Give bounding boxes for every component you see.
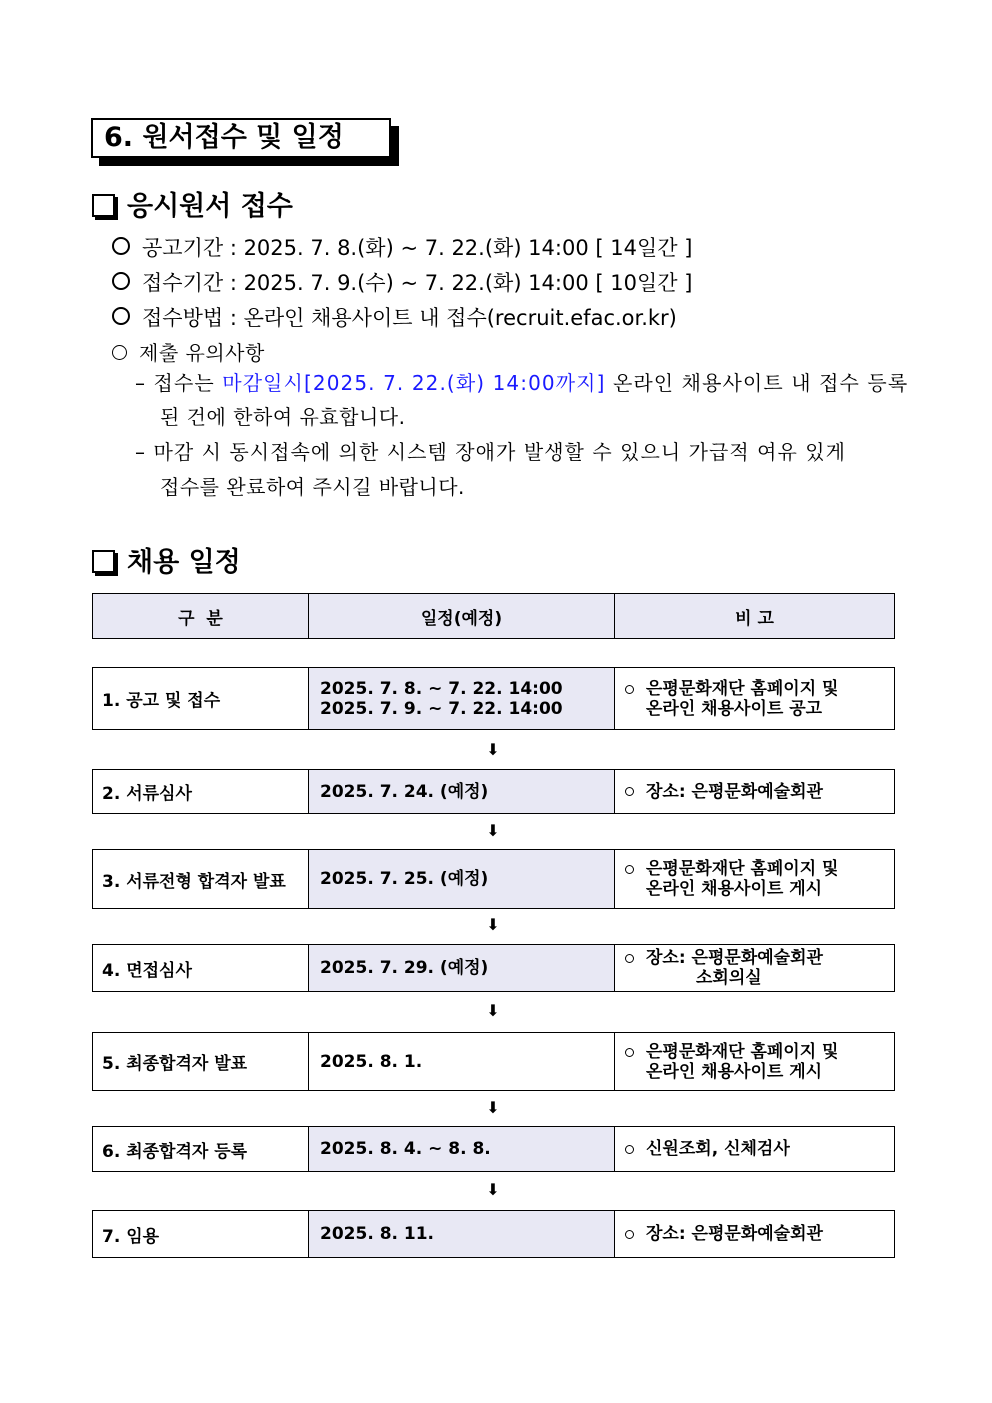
circle-bullet-icon — [112, 272, 130, 290]
schedule-table-header — [92, 593, 895, 639]
small-circle-bullet-icon — [625, 1230, 634, 1239]
header-note: 비 고 — [735, 608, 774, 629]
circle-bullet-icon — [112, 307, 130, 325]
stage-cell: 6. 최종합격자 등록 — [93, 1127, 309, 1171]
header-stage: 구 분 — [93, 594, 309, 638]
small-circle-bullet-icon — [625, 1048, 634, 1057]
down-arrow-icon: ⬇ — [486, 1001, 500, 1020]
stage-cell: 3. 서류전형 합격자 발표 — [93, 850, 309, 908]
small-circle-bullet-icon — [625, 865, 634, 874]
checkbox-square-icon — [92, 550, 115, 573]
section-title: 6. 원서접수 및 일정 — [104, 122, 344, 153]
note-cell: 은평문화재단 홈페이지 및 온라인 채용사이트 게시 — [615, 1033, 894, 1090]
down-arrow-icon: ⬇ — [486, 821, 500, 840]
application-heading: 응시원서 접수 — [92, 184, 293, 223]
small-circle-bullet-icon — [625, 1145, 634, 1154]
note-1: – 접수는 마감일시[2025. 7. 22.(화) 14:00까지] 온라인 채용사이트 내 접수 등록 — [135, 371, 909, 395]
date-cell: 2025. 7. 25. (예정) — [309, 850, 615, 908]
checkbox-square-icon — [92, 194, 115, 217]
down-arrow-icon: ⬇ — [486, 1180, 500, 1199]
stage-cell: 5. 최종합격자 발표 — [93, 1033, 309, 1090]
stage-cell: 7. 임용 — [93, 1211, 309, 1257]
small-circle-bullet-icon — [625, 954, 634, 963]
stage-cell: 1. 공고 및 접수 — [93, 668, 309, 729]
schedule-row — [92, 667, 895, 730]
date-cell: 2025. 8. 1. — [309, 1033, 615, 1090]
header-date: 일정(예정) — [309, 594, 615, 638]
notes-title: 제출 유의사항 — [112, 337, 265, 366]
schedule-row — [92, 944, 895, 992]
small-circle-bullet-icon — [625, 787, 634, 796]
note-cell: 장소: 은평문화예술회관 — [615, 770, 894, 813]
note-2: – 마감 시 동시접속에 의한 시스템 장애가 발생할 수 있으니 가급적 여유 있게 — [135, 440, 847, 464]
note-cell: 신원조회, 신체검사 — [615, 1127, 894, 1171]
application-item-1: 공고기간 : 2025. 7. 8.(화) ~ 7. 22.(화) 14:00 [ 14일간 ] — [112, 232, 692, 262]
note-1-continued: 된 건에 한하여 유효합니다. — [160, 405, 406, 429]
deadline-highlight: 마감일시[2025. 7. 22.(화) 14:00까지] — [222, 371, 606, 395]
date-cell: 2025. 7. 29. (예정) — [309, 945, 615, 991]
circle-bullet-icon — [112, 237, 130, 255]
application-item-2: 접수기간 : 2025. 7. 9.(수) ~ 7. 22.(화) 14:00 [ 10일간 ] — [112, 267, 692, 297]
down-arrow-icon: ⬇ — [486, 1098, 500, 1117]
schedule-row — [92, 769, 895, 814]
down-arrow-icon: ⬇ — [486, 915, 500, 934]
note-cell: 은평문화재단 홈페이지 및 온라인 채용사이트 공고 — [615, 668, 894, 729]
date-cell: 2025. 7. 8. ~ 7. 22. 14:00 2025. 7. 9. ~ 7. 22. 14:00 — [309, 668, 615, 729]
schedule-row — [92, 1126, 895, 1172]
schedule-row — [92, 849, 895, 909]
circle-bullet-icon — [112, 345, 127, 360]
date-cell: 2025. 8. 11. — [309, 1211, 615, 1257]
note-2-continued: 접수를 완료하여 주시길 바랍니다. — [160, 475, 465, 499]
stage-cell: 4. 면접심사 — [93, 945, 309, 991]
stage-cell: 2. 서류심사 — [93, 770, 309, 813]
note-cell: 장소: 은평문화예술회관 소회의실 — [615, 945, 894, 991]
date-cell: 2025. 7. 24. (예정) — [309, 770, 615, 813]
application-item-3: 접수방법 : 온라인 채용사이트 내 접수(recruit.efac.or.kr) — [112, 302, 677, 332]
date-cell: 2025. 8. 4. ~ 8. 8. — [309, 1127, 615, 1171]
schedule-heading: 채용 일정 — [92, 540, 241, 579]
note-cell: 장소: 은평문화예술회관 — [615, 1211, 894, 1257]
schedule-row — [92, 1032, 895, 1091]
note-cell: 은평문화재단 홈페이지 및 온라인 채용사이트 게시 — [615, 850, 894, 908]
schedule-row — [92, 1210, 895, 1258]
small-circle-bullet-icon — [625, 685, 634, 694]
down-arrow-icon: ⬇ — [486, 740, 500, 759]
